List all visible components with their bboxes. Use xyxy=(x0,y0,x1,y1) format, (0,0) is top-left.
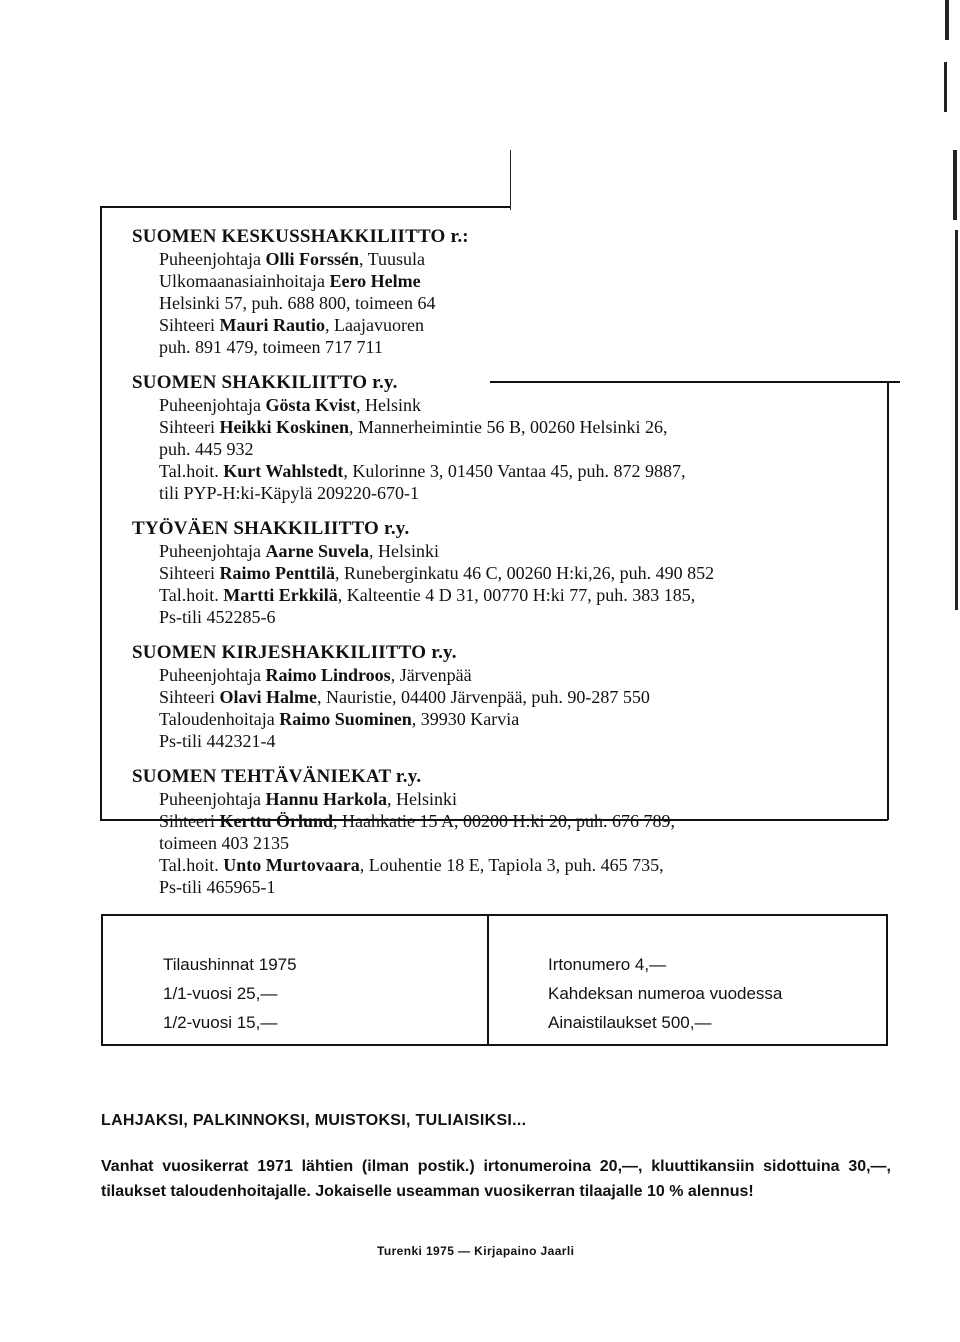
subscription-line: Ainaistilaukset 500,— xyxy=(548,1013,712,1032)
organization-name: SUOMEN KESKUSSHAKKILIITTO r.: xyxy=(132,226,469,247)
organization-detail: Puheenjohtaja Gösta Kvist, Helsink xyxy=(159,395,421,415)
subscription-divider xyxy=(487,916,489,1044)
organization-detail: Tal.hoit. Unto Murtovaara, Louhentie 18 E, Tapiola 3, puh. 465 735, xyxy=(159,855,664,875)
organization-detail: Ps-tili 465965-1 xyxy=(159,877,276,897)
organization-detail: Ps-tili 452285-6 xyxy=(159,607,276,627)
organization-name: TYÖVÄEN SHAKKILIITTO r.y. xyxy=(132,518,410,539)
left-rule xyxy=(100,206,102,820)
subscription-box xyxy=(101,914,888,1046)
top-rule xyxy=(100,206,510,208)
organization-detail: tili PYP-H:ki-Käpylä 209220-670-1 xyxy=(159,483,419,503)
scan-edge-mark xyxy=(955,230,958,610)
organization-name: SUOMEN SHAKKILIITTO r.y. xyxy=(132,372,398,393)
section-gap xyxy=(132,628,892,642)
section-gap xyxy=(132,752,892,766)
section-gap xyxy=(132,504,892,518)
subscription-line: 1/2-vuosi 15,— xyxy=(163,1013,278,1032)
organization-detail: puh. 445 932 xyxy=(159,439,254,459)
organization-detail: Puheenjohtaja Raimo Lindroos, Järvenpää xyxy=(159,665,472,685)
organization-detail: puh. 891 479, toimeen 717 711 xyxy=(159,337,383,357)
promo-body: Vanhat vuosikerrat 1971 lähtien (ilman postik.) irtonumeroina 20,—, kluuttikansiin sidottuina 30,—, tilaukset taloudenhoitajalle. Jokaiselle useamman vuosikerran tilaajalle 10 % alennus! xyxy=(101,1158,891,1200)
scan-edge-mark xyxy=(510,150,511,210)
section-gap xyxy=(132,358,892,372)
subscription-info xyxy=(548,950,782,1037)
organization-detail: Puheenjohtaja Olli Forssén, Tuusula xyxy=(159,249,426,269)
subscription-line: 1/1-vuosi 25,— xyxy=(163,984,278,1003)
organization-detail: Puheenjohtaja Aarne Suvela, Helsinki xyxy=(159,541,439,561)
subscription-prices xyxy=(163,950,297,1037)
printer-credit: Turenki 1975 — Kirjapaino Jaarli xyxy=(377,1244,575,1258)
organization-detail: Sihteeri Raimo Penttilä, Runeberginkatu 46 C, 00260 H:ki,26, puh. 490 852 xyxy=(159,563,715,583)
promo-section xyxy=(101,1112,891,1204)
organization-name: SUOMEN TEHTÄVÄNIEKAT r.y. xyxy=(132,766,422,787)
organization-detail: Ps-tili 442321-4 xyxy=(159,731,276,751)
organization-detail: Sihteeri Mauri Rautio, Laajavuoren xyxy=(159,315,424,335)
organization-detail: Taloudenhoitaja Raimo Suominen, 39930 Karvia xyxy=(159,709,520,729)
organization-name: SUOMEN KIRJESHAKKILIITTO r.y. xyxy=(132,642,457,663)
scan-edge-mark xyxy=(953,150,957,220)
organization-detail: Helsinki 57, puh. 688 800, toimeen 64 xyxy=(159,293,436,313)
organization-directory xyxy=(132,226,892,898)
organization-detail: Tal.hoit. Martti Erkkilä, Kalteentie 4 D 31, 00770 H:ki 77, puh. 383 185, xyxy=(159,585,696,605)
organization-detail: Sihteeri Olavi Halme, Nauristie, 04400 Järvenpää, puh. 90-287 550 xyxy=(159,687,650,707)
subscription-line: Kahdeksan numeroa vuodessa xyxy=(548,984,783,1003)
subscription-line: Tilaushinnat 1975 xyxy=(163,955,297,974)
organization-detail: toimeen 403 2135 xyxy=(159,833,289,853)
organization-detail: Sihteeri Kerttu Örlund, Haahkatie 15 A, 00200 H:ki 20, puh. 676 789, xyxy=(159,811,675,831)
promo-heading: LAHJAKSI, PALKINNOKSI, MUISTOKSI, TULIAISIKSI... xyxy=(101,1112,527,1129)
organization-detail: Sihteeri Heikki Koskinen, Mannerheimintie 56 B, 00260 Helsinki 26, xyxy=(159,417,668,437)
subscription-line: Irtonumero 4,— xyxy=(548,955,667,974)
organization-detail: Ulkomaanasiainhoitaja Eero Helme xyxy=(159,271,421,291)
organization-detail: Puheenjohtaja Hannu Harkola, Helsinki xyxy=(159,789,458,809)
scan-edge-mark xyxy=(945,0,949,40)
scan-edge-mark xyxy=(944,62,947,112)
organization-detail: Tal.hoit. Kurt Wahlstedt, Kulorinne 3, 01450 Vantaa 45, puh. 872 9887, xyxy=(159,461,686,481)
